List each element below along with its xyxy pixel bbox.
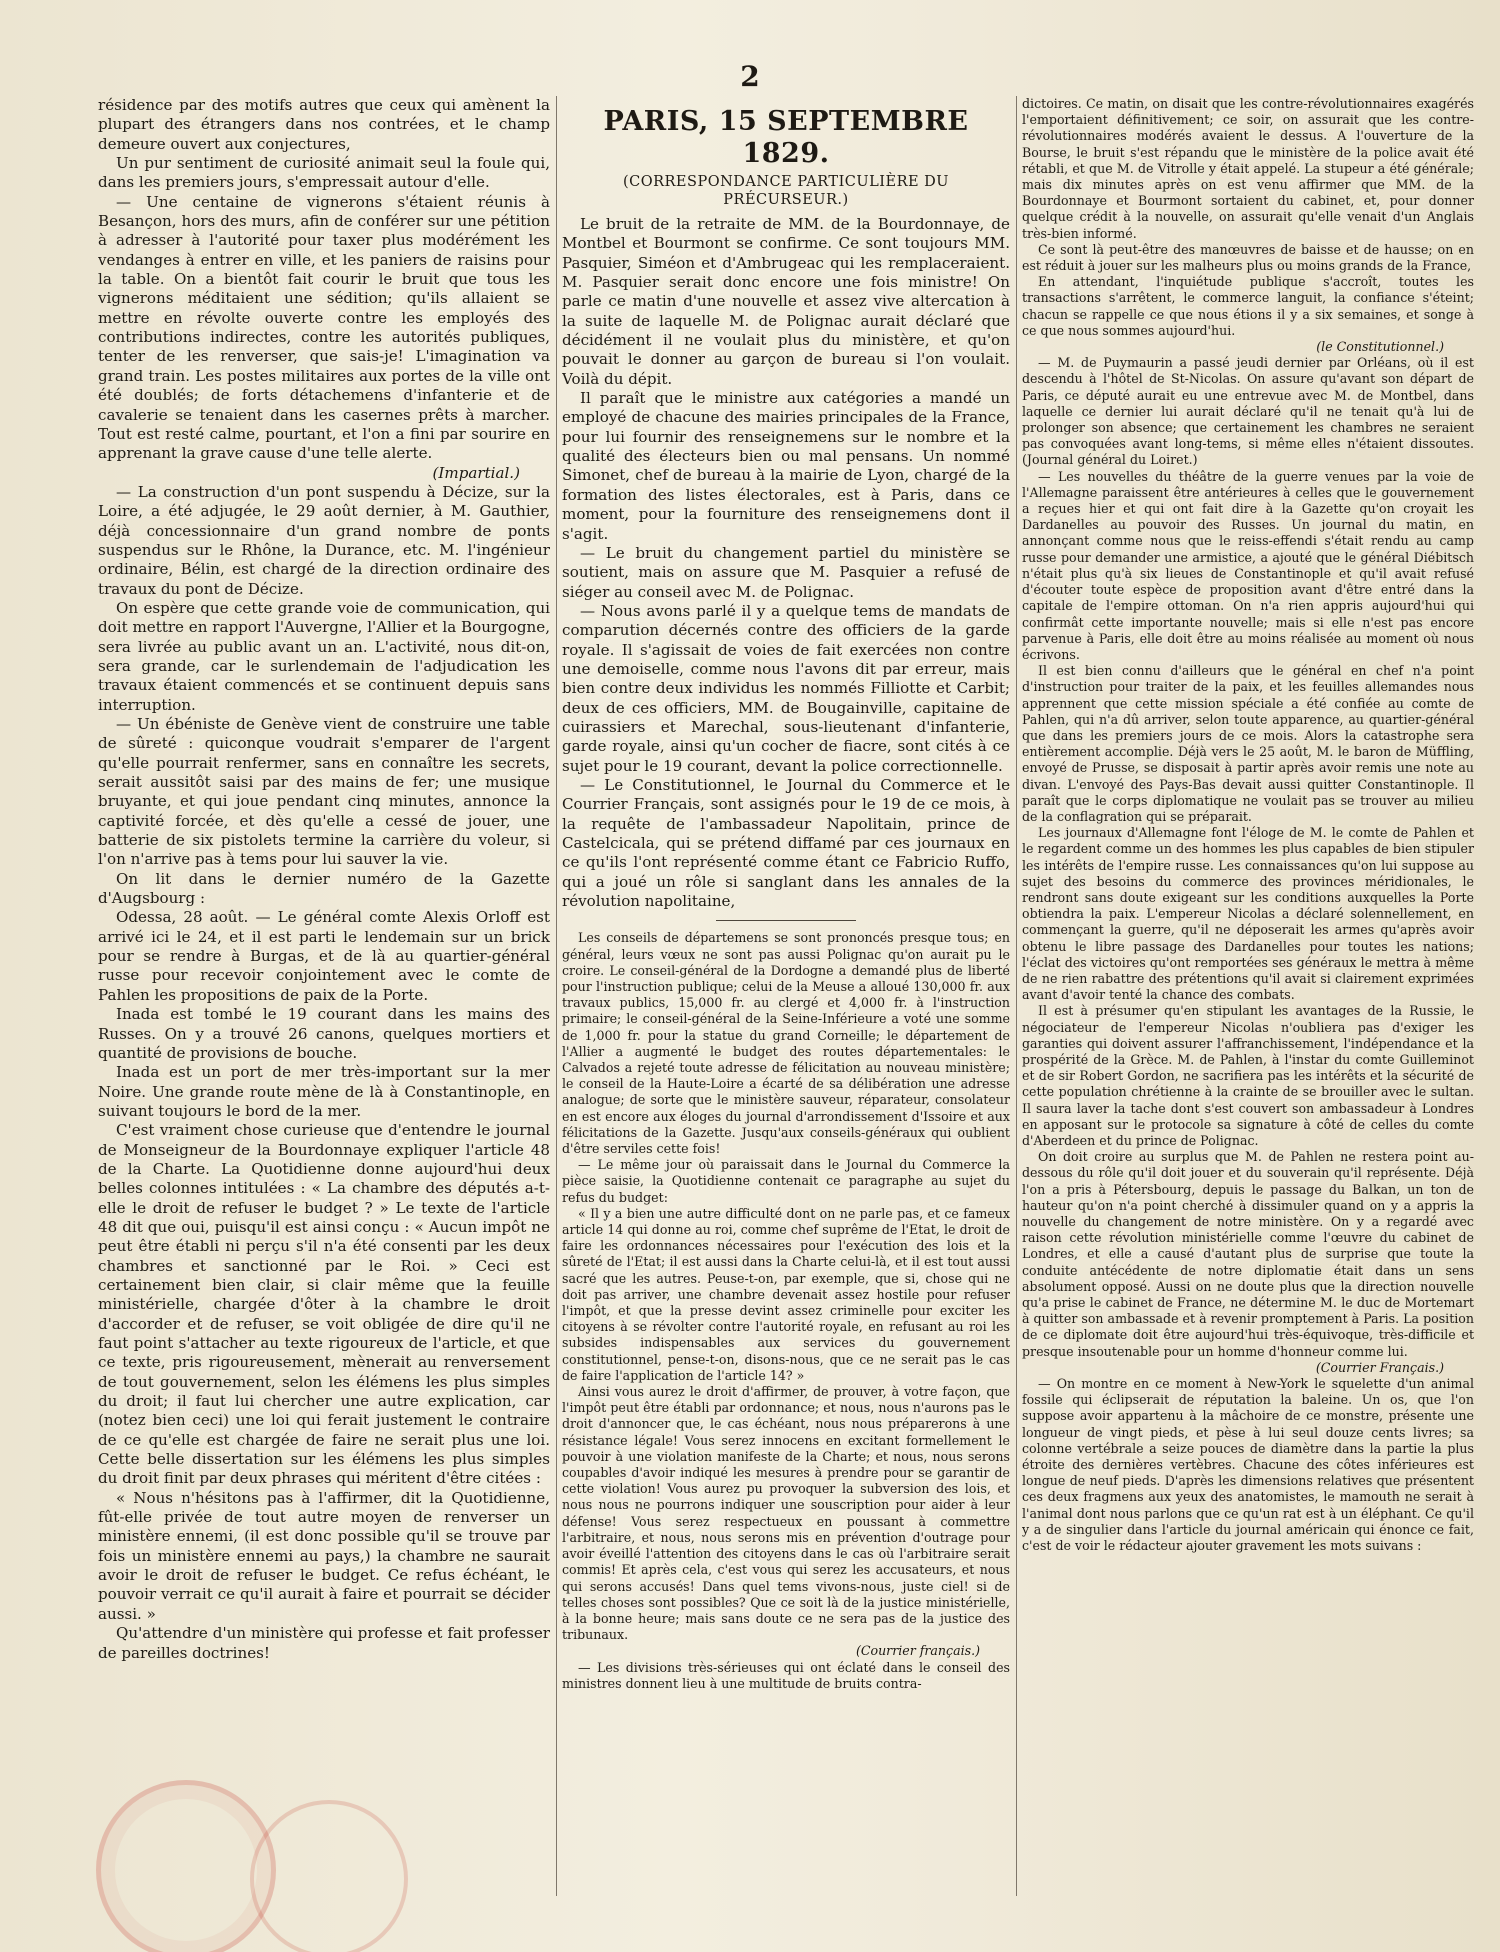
library-stamp-icon	[96, 1780, 276, 1952]
paragraph: — Le même jour où paraissait dans le Journal du Commerce la pièce saisie, la Quotidienne contenait ce paragraphe au sujet du refus du budget:	[562, 1157, 1010, 1205]
column-center	[562, 96, 1010, 1926]
paragraph: — Nous avons parlé il y a quelque tems de mandats de comparution décernés contre des officiers de la garde royale. Il s'agissait de voies de fait exercées non contre une demoiselle, comme nous l'avons dit par erreur, mais bien contre deux individus les nommés Filliotte et Carbit; deux de ces officiers, MM. de Bougainville, capitaine de cuirassiers et Marechal, sous-lieutenant d'infanterie, garde royale, ainsi qu'un cocher de fiacre, sont cités à ce sujet pour le 19 courant, devant la police correctionnelle.	[562, 601, 1010, 775]
paragraph: « Il y a bien une autre difficulté dont on ne parle pas, et ce fameux article 14 qui donne au roi, comme chef suprême de l'Etat, le droit de faire les ordonnances nécessaires pour l'exécution des lois et la sûreté de l'Etat; il est aussi dans la Charte celui-là, et il est tout aussi sacré que les autres. Peuse-t-on, par exemple, que si, chose qui ne doit pas arriver, une chambre devenait assez hostile pour refuser l'impôt, et que la presse devint assez criminelle pour exciter les citoyens à se révolter contre l'autorité royale, en refusant au roi les subsides indispensables aux services du gouvernement constitutionnel, pense-t-on, disons-nous, que ce ne serait pas le cas de faire l'application de l'article 14? »	[562, 1205, 1010, 1383]
page-number: 2	[740, 60, 760, 93]
paragraph: Il est bien connu d'ailleurs que le général en chef n'a point d'instruction pour traiter de la paix, et les feuilles allemandes nous apprennent que cette mission spéciale a été confiée au comte de Pahlen, qui n'a dû arriver, selon toute apparence, au quartier-général que dans les premiers jours de ce mois. Alors la catastrophe sera entièrement accomplie. Déjà vers le 25 août, M. le baron de Müffling, envoyé de Prusse, se disposait à partir après avoir remis une note au divan. L'envoyé des Pays-Bas devait aussi quitter Constantinople. Il paraît que le corps diplomatique ne voulait pas se trouver au milieu de la conflagration qui se préparait.	[1022, 663, 1474, 824]
source-attribution: (Courrier Français.)	[1315, 1359, 1444, 1375]
paragraph: Le bruit de la retraite de MM. de la Bourdonnaye, de Montbel et Bourmont se confirme. Ce sont toujours MM. Pasquier, Siméon et d'Ambrugeac qui les remplaceraient. M. Pasquier serait donc encore une fois ministre! On parle ce matin d'une nouvelle et assez vive altercation à la suite de laquelle M. de Polignac aurait déclaré que décidément il ne voulait plus du ministère, et qu'on pouvait le donner au garçon de bureau si l'on voulait. Voilà du dépit.	[562, 215, 1010, 388]
paragraph: — Les divisions très-sérieuses qui ont éclaté dans le conseil des ministres donnent lieu à une multitude de bruits contra-	[562, 1659, 1010, 1691]
paragraph: Inada est tombé le 19 courant dans les mains des Russes. On y a trouvé 26 canons, quelques mortiers et quantité de provisions de bouche.	[98, 1005, 550, 1062]
paragraph: « Nous n'hésitons pas à l'affirmer, dit la Quotidienne, fût-elle privée de tout autre moyen de renverser un ministère ennemi, (il est donc possible qu'il se trouve par fois un ministère ennemi au pays,) la chambre ne saurait avoir le droit de refuser le budget. Ce refus échéant, le pouvoir verrait ce qu'il aurait à faire et pourrait se décider aussi. »	[98, 1488, 550, 1623]
paragraph: — M. de Puymaurin a passé jeudi dernier par Orléans, où il est descendu à l'hôtel de St-Nicolas. On assure qu'avant son départ de Paris, ce député aurait eu une entrevue avec M. de Montbel, dans laquelle ce dernier lui aurait déclaré qu'il ne tenait qu'à lui de prolonger son absence; que certainement les chambres ne seraient pas convoquées avant long-tems, si même elles n'étaient dissoutes. (Journal général du Loiret.)	[1022, 355, 1474, 468]
column-rule	[556, 96, 557, 1896]
source-attribution: (Impartial.)	[432, 463, 520, 482]
paragraph: Ce sont là peut-être des manœuvres de baisse et de hausse; on en est réduit à jouer sur les malheurs plus ou moins grands de la France,	[1022, 241, 1474, 274]
library-stamp-icon	[250, 1800, 408, 1952]
column-left	[98, 96, 550, 1926]
paragraph: En attendant, l'inquiétude publique s'accroît, toutes les transactions s'arrêtent, le commerce languit, la confiance s'éteint; chacun se rappelle ce que nous étions il y a six semaines, et songe à ce que nous sommes aujourd'hui.	[1022, 274, 1474, 338]
paragraph: — Le Constitutionnel, le Journal du Commerce et le Courrier Français, sont assignés pour le 19 de ce mois, à la requête de l'ambassadeur Napolitain, prince de Castelcicala, qui se prétend diffamé par ces journaux en ce qu'ils l'ont représenté comme étant ce Fabricio Ruffo, qui a joué un rôle si sanglant dans les annales de la révolution napolitaine,	[562, 775, 1010, 911]
column-rule	[1016, 96, 1017, 1896]
paragraph: — Les nouvelles du théâtre de la guerre venues par la voie de l'Allemagne paraissent être antérieures à celles que le gouvernement a reçues hier et qui ont fait dire à la Gazette qu'on croyait les Dardanelles au pouvoir des Russes. Un journal du matin, en annonçant comme nous que le reiss-effendi s'était rendu au camp russe pour demander une armistice, a ajouté que le général Diébitsch n'était plus qu'à six lieues de Constantinople et qu'il avait refusé d'écouter toute espèce de proposition avant d'être entré dans la capitale de l'empire ottoman. On n'a rien appris aujourd'hui qui confirmât cette importante nouvelle; mais si elle n'est pas encore parvenue à Paris, elle doit être au moins réalisée au moment où nous écrivons.	[1022, 468, 1474, 662]
paragraph: Ainsi vous aurez le droit d'affirmer, de prouver, à votre façon, que l'impôt peut être établi par ordonnance; et nous, nous n'aurons pas le droit d'annoncer que, le cas échéant, nous nous préparerons à une résistance légale! Vous serez innocens en excitant formellement le pouvoir à une violation manifeste de la Charte; et nous, nous serons coupables d'avoir indiqué les mesures à prendre pour se garantir de cette violation! Vous aurez pu provoquer la subversion des lois, et nous nous ne pourrons indiquer une souscription pour aider à leur défense! Vous serez respectueux en poussant à commettre l'arbitraire, et nous, nous serons mis en prévention d'outrage pour avoir éveillé l'attention des citoyens dans le cas où l'arbitraire serait commis! Et après cela, c'est vous qui serez les accusateurs, et nous qui serons accusés! Dans quel tems vivons-nous, juste ciel! si de telles choses sont possibles? Que ce soit là de la justice ministérielle, à la bonne heure; mais sans doute ce ne sera pas de la justice des tribunaux.	[562, 1384, 1010, 1643]
paragraph: — La construction d'un pont suspendu à Décize, sur la Loire, a été adjugée, le 29 août dernier, à M. Gauthier, déjà concessionnaire d'un grand nombre de ponts suspendus sur le Rhône, la Durance, etc. M. l'ingénieur ordinaire, Bélin, est chargé de la direction ordinaire des travaux du pont de Décize.	[98, 482, 550, 598]
source-attribution: (Courrier français.)	[855, 1643, 980, 1659]
small-print-section	[562, 930, 1010, 1692]
paragraph: — On montre en ce moment à New-York le squelette d'un animal fossile qui éclipserait de réputation la baleine. Un os, que l'on suppose avoir appartenu à la mâchoire de ce monstre, présente une longueur de vingt pieds, et pèse à lui seul douze cents livres; sa colonne vertébrale a seize pouces de diamètre dans la partie la plus étroite des dernières vertèbres. Chacune des côtes inférieures est longue de neuf pieds. D'après les dimensions relatives que présentent ces deux fragmens aux yeux des anatomistes, le mamouth ne serait à l'animal dont nous parlons que ce qu'un rat est à un éléphant. Ce qu'il y a de singulier dans l'article du journal américain qui énonce ce fait, c'est de voir le rédacteur ajouter gravement les mots suivans :	[1022, 1376, 1474, 1554]
paragraph: résidence par des motifs autres que ceux qui amènent la plupart des étrangers dans nos contrées, et le champ demeure ouvert aux conjectures,	[98, 96, 550, 153]
section-divider	[716, 920, 856, 921]
paragraph: Odessa, 28 août. — Le général comte Alexis Orloff est arrivé ici le 24, et il est parti le lendemain sur un brick pour se rendre à Burgas, et de là au quartier-général russe pour recevoir conjointement avec le comte de Pahlen les propositions de paix de la Porte.	[98, 908, 550, 1004]
paragraph: dictoires. Ce matin, on disait que les contre-révolutionnaires exagérés l'emportaient définitivement; ce soir, on assurait que les contre-révolutionnaires modérés avaient le dessus. A l'ouverture de la Bourse, le bruit s'est répandu que le ministère de la police avait été rétabli, et que M. de Vitrolle y était appelé. La stupeur a été générale; mais dix minutes après on est venu affirmer que MM. de la Bourdonnaye et Bourmont sortaient du cabinet, et, pour donner quelque crédit à la nouvelle, on assurait qu'elle venait d'un Anglais très-bien informé.	[1022, 96, 1474, 241]
paragraph: Inada est un port de mer très-important sur la mer Noire. Une grande route mène de là à Constantinople, en suivant toujours le bord de la mer.	[98, 1063, 550, 1120]
paragraph: — Le bruit du changement partiel du ministère se soutient, mais on assure que M. Pasquier a refusé de siéger au conseil avec M. de Polignac.	[562, 543, 1010, 601]
paragraph: — Un ébéniste de Genève vient de construire une table de sûreté : quiconque voudrait s'emparer de l'argent qu'elle pourrait renfermer, sans en connaître les secrets, serait aussitôt saisi par des mains de fer; une musique bruyante, et qui joue pendant cinq minutes, annonce la captivité forcée, et dès qu'elle a cessé de jouer, une batterie de six pistolets termine la carrière du voleur, si l'on n'arrive pas à tems pour lui sauver la vie.	[98, 715, 550, 869]
paragraph: C'est vraiment chose curieuse que d'entendre le journal de Monseigneur de la Bourdonnaye expliquer l'article 48 de la Charte. La Quotidienne donne aujourd'hui deux belles colonnes intitulées : « La chambre des députés a-t-elle le droit de refuser le budget ? » Le texte de l'article 48 dit que oui, puisqu'il est ainsi conçu : « Aucun impôt ne peut être établi ni perçu s'il n'a été consenti par les deux chambres et sanctionné par le Roi. » Ceci est certainement bien clair, si clair même que la feuille ministérielle, chargée d'ôter à la chambre le droit d'accorder et de refuser, se voit obligée de dire qu'il ne faut point s'attacher au texte rigoureux de l'article, et que ce texte, pris rigoureusement, mènerait au renversement de tout gouvernement, selon les élémens les plus simples du droit; il faut lui chercher une autre explication, car (notez bien ceci) une loi qui ferait justement le contraire de ce qu'elle est chargée de faire ne serait plus une loi. Cette belle dissertation sur les élémens les plus simples du droit finit par deux phrases qui méritent d'être citées :	[98, 1121, 550, 1488]
paragraph: Un pur sentiment de curiosité animait seul la foule qui, dans les premiers jours, s'empressait autour d'elle.	[98, 154, 550, 192]
paragraph: On doit croire au surplus que M. de Pahlen ne restera point au-dessous du rôle qu'il doit jouer et du souverain qu'il représente. Déjà l'on a pris à Pétersbourg, depuis le passage du Balkan, un ton de hauteur qu'on n'a point cherché à dissimuler quand on y a appris la nouvelle du changement de notre ministère. On y a regardé avec raison cette révolution ministérielle comme l'œuvre du cabinet de Londres, et elle a causé d'autant plus de surprise que toute la conduite antécédente de notre diplomatie était dans un sens absolument opposé. Aussi on ne doute plus que la direction nouvelle qu'a prise le cabinet de France, ne détermine M. le duc de Mortemart à quitter son ambassade et à revenir promptement à Paris. La position de ce diplomate doit être aujourd'hui très-équivoque, très-difficile et presque insoutenable pour un homme d'honneur comme lui.	[1022, 1149, 1474, 1359]
correspondence-subheading: (CORRESPONDANCE PARTICULIÈRE DU PRÉCURSEUR.)	[622, 174, 950, 208]
paragraph: Les conseils de départemens se sont prononcés presque tous; en général, leurs vœux ne sont pas aussi Polignac qu'on aurait pu le croire. Le conseil-général de la Dordogne a demandé plus de liberté pour l'instruction publique; celui de la Meuse a alloué 130,000 fr. aux travaux publics, 15,000 fr. au clergé et 4,000 fr. à l'instruction primaire; le conseil-général de la Seine-Inférieure a voté une somme de 1,000 fr. pour la statue du grand Corneille; le département de l'Allier a augmenté le budget des routes départementales: le Calvados a rejeté toute adresse de félicitation au nouveau ministère; le conseil de la Haute-Loire a écarté de sa délibération une adresse analogue; de sorte que le ministère sauveur, réparateur, consolateur en est encore aux éloges du journal d'arrondissement d'Issoire et aux félicitations de la Gazette. Jusqu'aux conseils-généraux qui oublient d'être serviles cette fois!	[562, 930, 1010, 1157]
paragraph: — Une centaine de vignerons s'étaient réunis à Besançon, hors des murs, afin de conférer sur une pétition à adresser à l'autorité pour taxer plus modérément les vendanges à entrer en ville, et les paniers de raisins pour la table. On a bientôt fait courir le bruit que tous les vignerons méditaient une sédition; qu'ils allaient se mettre en révolte ouverte contre les employés des contributions indirectes, contre les autorités publiques, tenter de les renverser, que sais-je! L'imagination va grand train. Les postes militaires aux portes de la ville ont été doublés; de forts détachemens d'infanterie et de cavalerie se tenaient dans les casernes prêts à marcher. Tout est resté calme, pourtant, et l'on a fini par sourire en apprenant la grave cause d'une telle alerte.	[98, 192, 550, 463]
paragraph: Il est à présumer qu'en stipulant les avantages de la Russie, le négociateur de l'empereur Nicolas n'oubliera pas d'exiger les garanties qui doivent assurer l'affranchissement, l'indépendance et la prospérité de la Grèce. M. de Pahlen, à l'instar du comte Guilleminot et de sir Robert Gordon, ne sacrifiera pas les intérêts et la sécurité de cette population chrétienne à la crainte de se brouiller avec le sultan. Il saura laver la tache dont s'est couvert son ambassadeur à Londres en apposant sur le protocole sa signature à côté de celles du comte d'Aberdeen et du prince de Polignac.	[1022, 1003, 1474, 1148]
paragraph: On espère que cette grande voie de communication, qui doit mettre en rapport l'Auvergne, l'Allier et la Bourgogne, sera livrée au public avant un an. L'activité, nous dit-on, sera grande, car le surlendemain de l'adjudication les travaux étaient commencés et se continuent depuis sans interruption.	[98, 598, 550, 714]
dateline-heading: PARIS, 15 SEPTEMBRE 1829.	[603, 106, 969, 169]
paragraph: Il paraît que le ministre aux catégories a mandé un employé de chacune des mairies principales de la France, pour lui fournir des renseignemens sur le nombre et la qualité des électeurs bien ou mal pensans. Un nommé Simonet, chef de bureau à la mairie de Lyon, chargé de la formation des listes électorales, est à Paris, dans ce moment, pour la fourniture des renseignemens dont il s'agit.	[562, 389, 1010, 543]
paragraph: Les journaux d'Allemagne font l'éloge de M. le comte de Pahlen et le regardent comme un des hommes les plus capables de bien stipuler les intérêts de l'empire russe. Les connaissances qu'on lui suppose au sujet des besoins du commerce des provinces méridionales, le rendront sans doute exigeant sur les conditions auxquelles la Porte obtiendra la paix. L'empereur Nicolas a déclaré solennellement, en commençant la guerre, qu'il ne déposerait les armes qu'après avoir obtenu le libre passage des Dardanelles pour toutes les nations; l'éclat des victoires qu'ont remportées ses généraux le mettra à même de ne rien rabattre des prétentions qu'il avait si clairement exprimées avant d'avoir tenté la chance des combats.	[1022, 825, 1474, 1003]
column-right	[1022, 96, 1474, 1926]
paragraph: On lit dans le dernier numéro de la Gazette d'Augsbourg :	[98, 869, 550, 908]
source-attribution: (le Constitutionnel.)	[1316, 339, 1444, 355]
paragraph: Qu'attendre d'un ministère qui professe et fait professer de pareilles doctrines!	[98, 1624, 550, 1662]
